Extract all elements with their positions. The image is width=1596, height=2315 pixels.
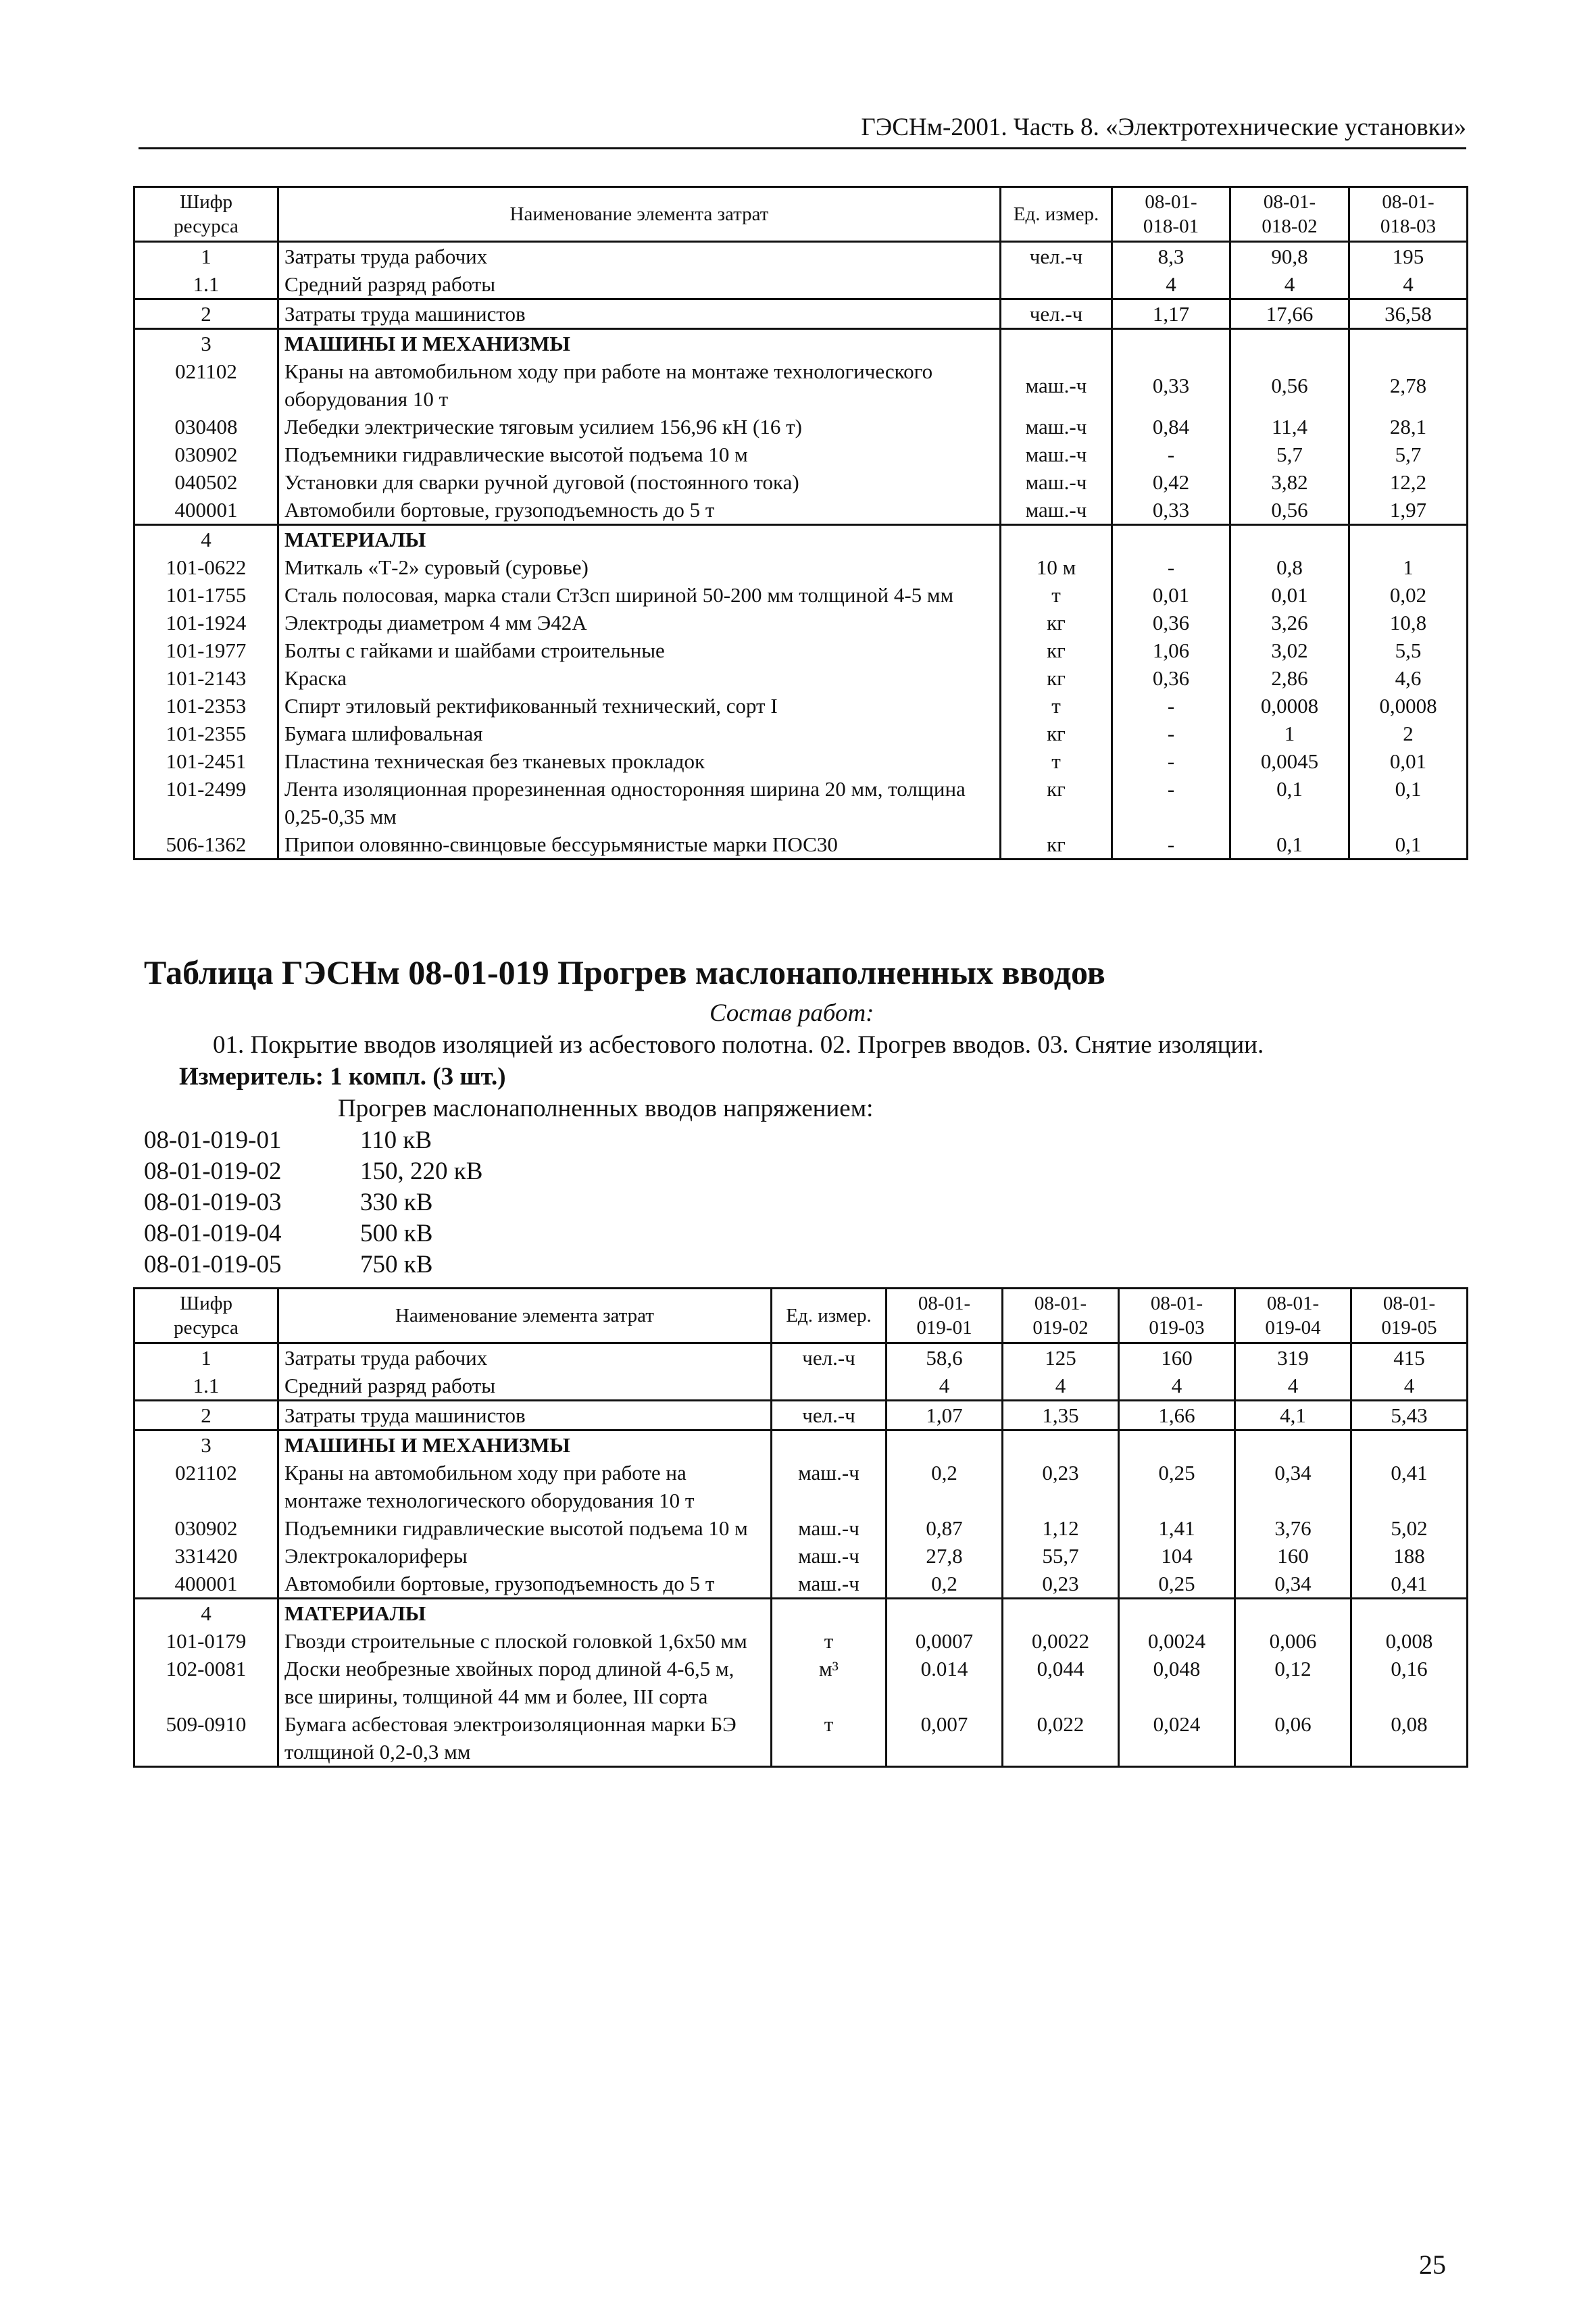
- value: -: [1112, 441, 1230, 468]
- value: 0,048: [1119, 1655, 1235, 1710]
- variant-code: 08-01-019-03: [144, 1189, 282, 1216]
- variant-code: 08-01-019-05: [144, 1251, 282, 1278]
- resource-code: 400001: [134, 1570, 278, 1599]
- value: 188: [1351, 1542, 1468, 1570]
- value: 4: [887, 1372, 1003, 1401]
- value: 1: [1230, 720, 1349, 747]
- unit: кг: [1001, 637, 1112, 664]
- value: 0,33: [1112, 357, 1230, 413]
- value: -: [1112, 830, 1230, 860]
- value: [1112, 525, 1230, 554]
- cost-element-name: Средний разряд работы: [278, 270, 1001, 299]
- table-row: [134, 775, 1468, 830]
- value: [1119, 1599, 1235, 1628]
- table-heading: Таблица ГЭСНм 08-01-019 Прогрев маслонаполненных вводов: [144, 953, 1105, 991]
- resource-code: 509-0910: [134, 1710, 278, 1767]
- value: 0,41: [1351, 1459, 1468, 1514]
- value: -: [1112, 720, 1230, 747]
- value: 12,2: [1349, 468, 1468, 496]
- value: 0,08: [1351, 1710, 1468, 1767]
- value: 28,1: [1349, 413, 1468, 441]
- unit: т: [1001, 747, 1112, 775]
- cost-element-name: Подъемники гидравлические высотой подъема 10 м: [278, 441, 1001, 468]
- unit: т: [1001, 581, 1112, 609]
- value: [887, 1430, 1003, 1460]
- value: 0,01: [1349, 747, 1468, 775]
- value: 0,8: [1230, 553, 1349, 581]
- unit: маш.-ч: [1001, 413, 1112, 441]
- cost-element-name: Припои оловянно-свинцовые бессурьмянистые марки ПОС30: [278, 830, 1001, 860]
- resource-code: 1.1: [134, 1372, 278, 1401]
- unit: маш.-ч: [1001, 357, 1112, 413]
- column-header-name: Наименование элемента затрат: [278, 1289, 772, 1343]
- cost-element-name: Электроды диаметром 4 мм Э42А: [278, 609, 1001, 637]
- unit: кг: [1001, 609, 1112, 637]
- value: 0,024: [1119, 1710, 1235, 1767]
- value: 90,8: [1230, 242, 1349, 271]
- cost-element-name: Бумага асбестовая электроизоляционная марки БЭ толщиной 0,2-0,3 мм: [278, 1710, 772, 1767]
- column-header-code: Шифр ресурса: [134, 187, 278, 242]
- table-row: [134, 413, 1468, 441]
- value: 0,87: [887, 1514, 1003, 1542]
- section-title: МАТЕРИАЛЫ: [278, 525, 1001, 554]
- value: 1: [1349, 553, 1468, 581]
- value: 27,8: [887, 1542, 1003, 1570]
- cost-element-name: Электрокалориферы: [278, 1542, 772, 1570]
- resource-code: 1.1: [134, 270, 278, 299]
- value: 0,23: [1003, 1570, 1119, 1599]
- cost-element-name: Автомобили бортовые, грузоподъемность до 5 т: [278, 496, 1001, 525]
- resource-code: 101-1977: [134, 637, 278, 664]
- column-header-variant: 08-01- 019-03: [1119, 1289, 1235, 1343]
- cost-element-name: Миткаль «Т-2» суровый (суровье): [278, 553, 1001, 581]
- value: 4,6: [1349, 664, 1468, 692]
- table-header-row: [134, 187, 1468, 242]
- value: 0,0045: [1230, 747, 1349, 775]
- value: 1,41: [1119, 1514, 1235, 1542]
- cost-element-name: Затраты труда рабочих: [278, 242, 1001, 271]
- resource-code: 101-2143: [134, 664, 278, 692]
- table-row: [134, 1514, 1468, 1542]
- value: 0,008: [1351, 1627, 1468, 1655]
- value: [1351, 1430, 1468, 1460]
- table-row: [134, 1655, 1468, 1710]
- value: 3,82: [1230, 468, 1349, 496]
- page-number: 25: [1419, 2249, 1446, 2280]
- value: [1003, 1430, 1119, 1460]
- column-header-variant: 08-01- 019-04: [1235, 1289, 1351, 1343]
- value: 0,0022: [1003, 1627, 1119, 1655]
- value: 5,7: [1230, 441, 1349, 468]
- cost-element-name: Краска: [278, 664, 1001, 692]
- running-header: ГЭСНм-2001. Часть 8. «Электротехнические установки»: [861, 114, 1466, 141]
- value: 319: [1235, 1343, 1351, 1372]
- value: 1,12: [1003, 1514, 1119, 1542]
- value: 2,86: [1230, 664, 1349, 692]
- value: 1,35: [1003, 1401, 1119, 1430]
- meter-unit: Измеритель: 1 компл. (3 шт.): [179, 1063, 506, 1091]
- resource-code: 030408: [134, 413, 278, 441]
- cost-element-name: Затраты труда рабочих: [278, 1343, 772, 1372]
- value: 3,02: [1230, 637, 1349, 664]
- unit: [1001, 270, 1112, 299]
- value: 0,56: [1230, 357, 1349, 413]
- resource-code: 101-1924: [134, 609, 278, 637]
- value: 160: [1119, 1343, 1235, 1372]
- variants-title: Прогрев маслонаполненных вводов напряжением:: [338, 1095, 874, 1122]
- resource-code: 4: [134, 525, 278, 554]
- column-header-variant: 08-01- 019-02: [1003, 1289, 1119, 1343]
- table-row: [134, 441, 1468, 468]
- unit: маш.-ч: [772, 1459, 887, 1514]
- table-row: [134, 496, 1468, 525]
- resource-code: 3: [134, 329, 278, 358]
- value: 0,41: [1351, 1570, 1468, 1599]
- value: [1235, 1599, 1351, 1628]
- table-row: [134, 1710, 1468, 1767]
- section-row: [134, 329, 1468, 358]
- list-item: [144, 1156, 482, 1187]
- value: 0,34: [1235, 1459, 1351, 1514]
- value: 0,23: [1003, 1459, 1119, 1514]
- value: 0,36: [1112, 664, 1230, 692]
- value: 3,26: [1230, 609, 1349, 637]
- resource-code: 030902: [134, 1514, 278, 1542]
- value: 0.014: [887, 1655, 1003, 1710]
- value: 2: [1349, 720, 1468, 747]
- column-header-unit: Ед. измер.: [772, 1289, 887, 1343]
- table-row: [134, 664, 1468, 692]
- unit: маш.-ч: [772, 1570, 887, 1599]
- value: 0,33: [1112, 496, 1230, 525]
- value: [1351, 1599, 1468, 1628]
- value: -: [1112, 747, 1230, 775]
- table-row: [134, 1401, 1468, 1430]
- value: 8,3: [1112, 242, 1230, 271]
- value: 0,06: [1235, 1710, 1351, 1767]
- resource-code: 030902: [134, 441, 278, 468]
- value: 5,7: [1349, 441, 1468, 468]
- work-composition-title: Состав работ:: [709, 999, 874, 1027]
- value: 10,8: [1349, 609, 1468, 637]
- value: [1349, 525, 1468, 554]
- table-row: [134, 609, 1468, 637]
- table-row: [134, 553, 1468, 581]
- table-header-row: [134, 1289, 1468, 1343]
- value: 11,4: [1230, 413, 1349, 441]
- column-header-variant: 08-01- 019-05: [1351, 1289, 1468, 1343]
- value: 0,01: [1112, 581, 1230, 609]
- column-header-variant: 08-01- 019-01: [887, 1289, 1003, 1343]
- value: [1235, 1430, 1351, 1460]
- table-row: [134, 1570, 1468, 1599]
- unit: чел.-ч: [1001, 299, 1112, 329]
- resource-code: 2: [134, 299, 278, 329]
- value: 1,07: [887, 1401, 1003, 1430]
- variant-voltage: 110 кВ: [360, 1126, 432, 1154]
- resource-code: 101-0622: [134, 553, 278, 581]
- resource-code: 101-0179: [134, 1627, 278, 1655]
- cost-element-name: Пластина техническая без тканевых прокладок: [278, 747, 1001, 775]
- list-item: [144, 1125, 482, 1156]
- resource-table-018: [133, 186, 1468, 860]
- value: 1,66: [1119, 1401, 1235, 1430]
- resource-code: 102-0081: [134, 1655, 278, 1710]
- value: 415: [1351, 1343, 1468, 1372]
- value: 5,02: [1351, 1514, 1468, 1542]
- column-header-name: Наименование элемента затрат: [278, 187, 1001, 242]
- resource-code: 506-1362: [134, 830, 278, 860]
- value: 0,25: [1119, 1570, 1235, 1599]
- cost-element-name: Затраты труда машинистов: [278, 1401, 772, 1430]
- value: 0,1: [1349, 830, 1468, 860]
- table-row: [134, 720, 1468, 747]
- value: 0,0008: [1230, 692, 1349, 720]
- table-row: [134, 1459, 1468, 1514]
- table-row: [134, 581, 1468, 609]
- variant-code: 08-01-019-02: [144, 1158, 282, 1185]
- value: [1112, 329, 1230, 358]
- value: 4: [1235, 1372, 1351, 1401]
- column-header-unit: Ед. измер.: [1001, 187, 1112, 242]
- value: 3,76: [1235, 1514, 1351, 1542]
- column-header-variant: 08-01- 018-03: [1349, 187, 1468, 242]
- value: 0,12: [1235, 1655, 1351, 1710]
- value: -: [1112, 775, 1230, 830]
- unit: 10 м: [1001, 553, 1112, 581]
- resource-code: 4: [134, 1599, 278, 1628]
- table-row: [134, 468, 1468, 496]
- resource-code: 400001: [134, 496, 278, 525]
- value: 4: [1112, 270, 1230, 299]
- resource-code: 2: [134, 1401, 278, 1430]
- value: 0,1: [1230, 830, 1349, 860]
- section-row: [134, 525, 1468, 554]
- resource-code: 101-1755: [134, 581, 278, 609]
- column-header-variant: 08-01- 018-02: [1230, 187, 1349, 242]
- table-row: [134, 270, 1468, 299]
- cost-element-name: Автомобили бортовые, грузоподъемность до 5 т: [278, 1570, 772, 1599]
- unit: маш.-ч: [1001, 441, 1112, 468]
- unit: маш.-ч: [1001, 468, 1112, 496]
- value: 36,58: [1349, 299, 1468, 329]
- variants-list: [144, 1125, 482, 1280]
- unit: кг: [1001, 664, 1112, 692]
- unit: [772, 1430, 887, 1460]
- value: 0,25: [1119, 1459, 1235, 1514]
- work-composition-text: 01. Покрытие вводов изоляцией из асбестового полотна. 02. Прогрев вводов. 03. Снятие изоляции.: [213, 1031, 1264, 1059]
- cost-element-name: Установки для сварки ручной дуговой (постоянного тока): [278, 468, 1001, 496]
- value: 125: [1003, 1343, 1119, 1372]
- table-row: [134, 747, 1468, 775]
- table-row: [134, 637, 1468, 664]
- unit: чел.-ч: [772, 1343, 887, 1372]
- value: -: [1112, 553, 1230, 581]
- resource-code: 101-2355: [134, 720, 278, 747]
- unit: кг: [1001, 830, 1112, 860]
- resource-table-019: [133, 1287, 1468, 1768]
- resource-code: 021102: [134, 357, 278, 413]
- value: 58,6: [887, 1343, 1003, 1372]
- value: [1119, 1430, 1235, 1460]
- cost-element-name: Спирт этиловый ректификованный технический, сорт I: [278, 692, 1001, 720]
- cost-element-name: Средний разряд работы: [278, 1372, 772, 1401]
- value: [1230, 329, 1349, 358]
- value: 160: [1235, 1542, 1351, 1570]
- unit: т: [1001, 692, 1112, 720]
- unit: маш.-ч: [772, 1514, 887, 1542]
- table-row: [134, 242, 1468, 271]
- value: 4,1: [1235, 1401, 1351, 1430]
- table-row: [134, 299, 1468, 329]
- value: [1230, 525, 1349, 554]
- table-row: [134, 1372, 1468, 1401]
- unit: маш.-ч: [772, 1542, 887, 1570]
- value: 1,97: [1349, 496, 1468, 525]
- value: 0,006: [1235, 1627, 1351, 1655]
- value: 0,16: [1351, 1655, 1468, 1710]
- table-row: [134, 1627, 1468, 1655]
- unit: чел.-ч: [1001, 242, 1112, 271]
- value: 104: [1119, 1542, 1235, 1570]
- cost-element-name: Бумага шлифовальная: [278, 720, 1001, 747]
- value: 0,2: [887, 1570, 1003, 1599]
- section-title: МАШИНЫ И МЕХАНИЗМЫ: [278, 329, 1001, 358]
- section-title: МАШИНЫ И МЕХАНИЗМЫ: [278, 1430, 772, 1460]
- column-header-variant: 08-01- 018-01: [1112, 187, 1230, 242]
- value: 0,56: [1230, 496, 1349, 525]
- cost-element-name: Болты с гайками и шайбами строительные: [278, 637, 1001, 664]
- value: 0,01: [1230, 581, 1349, 609]
- list-item: [144, 1218, 482, 1249]
- value: 195: [1349, 242, 1468, 271]
- variant-voltage: 330 кВ: [360, 1189, 433, 1216]
- value: 0,0008: [1349, 692, 1468, 720]
- column-header-code: Шифр ресурса: [134, 1289, 278, 1343]
- value: 0,0007: [887, 1627, 1003, 1655]
- resource-code: 3: [134, 1430, 278, 1460]
- value: 1,17: [1112, 299, 1230, 329]
- table-row: [134, 357, 1468, 413]
- resource-code: 101-2451: [134, 747, 278, 775]
- cost-element-name: Подъемники гидравлические высотой подъема 10 м: [278, 1514, 772, 1542]
- value: [1003, 1599, 1119, 1628]
- cost-element-name: Сталь полосовая, марка стали Ст3сп шириной 50-200 мм толщиной 4-5 мм: [278, 581, 1001, 609]
- variant-code: 08-01-019-01: [144, 1126, 282, 1154]
- resource-code: 021102: [134, 1459, 278, 1514]
- value: 0,36: [1112, 609, 1230, 637]
- value: 4: [1349, 270, 1468, 299]
- unit: т: [772, 1627, 887, 1655]
- value: 0,1: [1349, 775, 1468, 830]
- unit: [772, 1599, 887, 1628]
- table-row: [134, 692, 1468, 720]
- variant-voltage: 750 кВ: [360, 1251, 433, 1278]
- unit: [1001, 329, 1112, 358]
- cost-element-name: Доски необрезные хвойных пород длиной 4-6,5 м, все ширины, толщиной 44 мм и более, III сорта: [278, 1655, 772, 1710]
- cost-element-name: Лента изоляционная прорезиненная односторонняя ширина 20 мм, толщина 0,25-0,35 мм: [278, 775, 1001, 830]
- unit: [772, 1372, 887, 1401]
- section-row: [134, 1599, 1468, 1628]
- resource-code: 1: [134, 1343, 278, 1372]
- value: -: [1112, 692, 1230, 720]
- value: 5,5: [1349, 637, 1468, 664]
- cost-element-name: Затраты труда машинистов: [278, 299, 1001, 329]
- value: 55,7: [1003, 1542, 1119, 1570]
- value: 0,2: [887, 1459, 1003, 1514]
- resource-code: 101-2499: [134, 775, 278, 830]
- variant-voltage: 500 кВ: [360, 1220, 433, 1247]
- value: 0,02: [1349, 581, 1468, 609]
- section-title: МАТЕРИАЛЫ: [278, 1599, 772, 1628]
- value: 0,42: [1112, 468, 1230, 496]
- resource-code: 1: [134, 242, 278, 271]
- cost-element-name: Гвозди строительные с плоской головкой 1,6х50 мм: [278, 1627, 772, 1655]
- value: [887, 1599, 1003, 1628]
- cost-element-name: Лебедки электрические тяговым усилием 156,96 кН (16 т): [278, 413, 1001, 441]
- value: 0,044: [1003, 1655, 1119, 1710]
- variant-voltage: 150, 220 кВ: [360, 1158, 483, 1185]
- value: [1349, 329, 1468, 358]
- value: 4: [1003, 1372, 1119, 1401]
- resource-code: 101-2353: [134, 692, 278, 720]
- table-row: [134, 1542, 1468, 1570]
- list-item: [144, 1187, 482, 1218]
- unit: т: [772, 1710, 887, 1767]
- unit: кг: [1001, 720, 1112, 747]
- cost-element-name: Краны на автомобильном ходу при работе на монтаже технологического оборудования 10 т: [278, 1459, 772, 1514]
- unit: м³: [772, 1655, 887, 1710]
- value: 0,007: [887, 1710, 1003, 1767]
- header-rule: [139, 147, 1466, 149]
- unit: [1001, 525, 1112, 554]
- value: 4: [1230, 270, 1349, 299]
- table-row: [134, 830, 1468, 860]
- value: 0,34: [1235, 1570, 1351, 1599]
- value: 0,84: [1112, 413, 1230, 441]
- value: 1,06: [1112, 637, 1230, 664]
- cost-element-name: Краны на автомобильном ходу при работе на монтаже технологического оборудования 10 т: [278, 357, 1001, 413]
- value: 5,43: [1351, 1401, 1468, 1430]
- value: 0,0024: [1119, 1627, 1235, 1655]
- variant-code: 08-01-019-04: [144, 1220, 282, 1247]
- value: 0,1: [1230, 775, 1349, 830]
- list-item: [144, 1249, 482, 1280]
- value: 4: [1351, 1372, 1468, 1401]
- value: 0,022: [1003, 1710, 1119, 1767]
- section-row: [134, 1430, 1468, 1460]
- resource-code: 040502: [134, 468, 278, 496]
- table-row: [134, 1343, 1468, 1372]
- unit: кг: [1001, 775, 1112, 830]
- value: 2,78: [1349, 357, 1468, 413]
- unit: чел.-ч: [772, 1401, 887, 1430]
- resource-code: 331420: [134, 1542, 278, 1570]
- unit: маш.-ч: [1001, 496, 1112, 525]
- value: 4: [1119, 1372, 1235, 1401]
- value: 17,66: [1230, 299, 1349, 329]
